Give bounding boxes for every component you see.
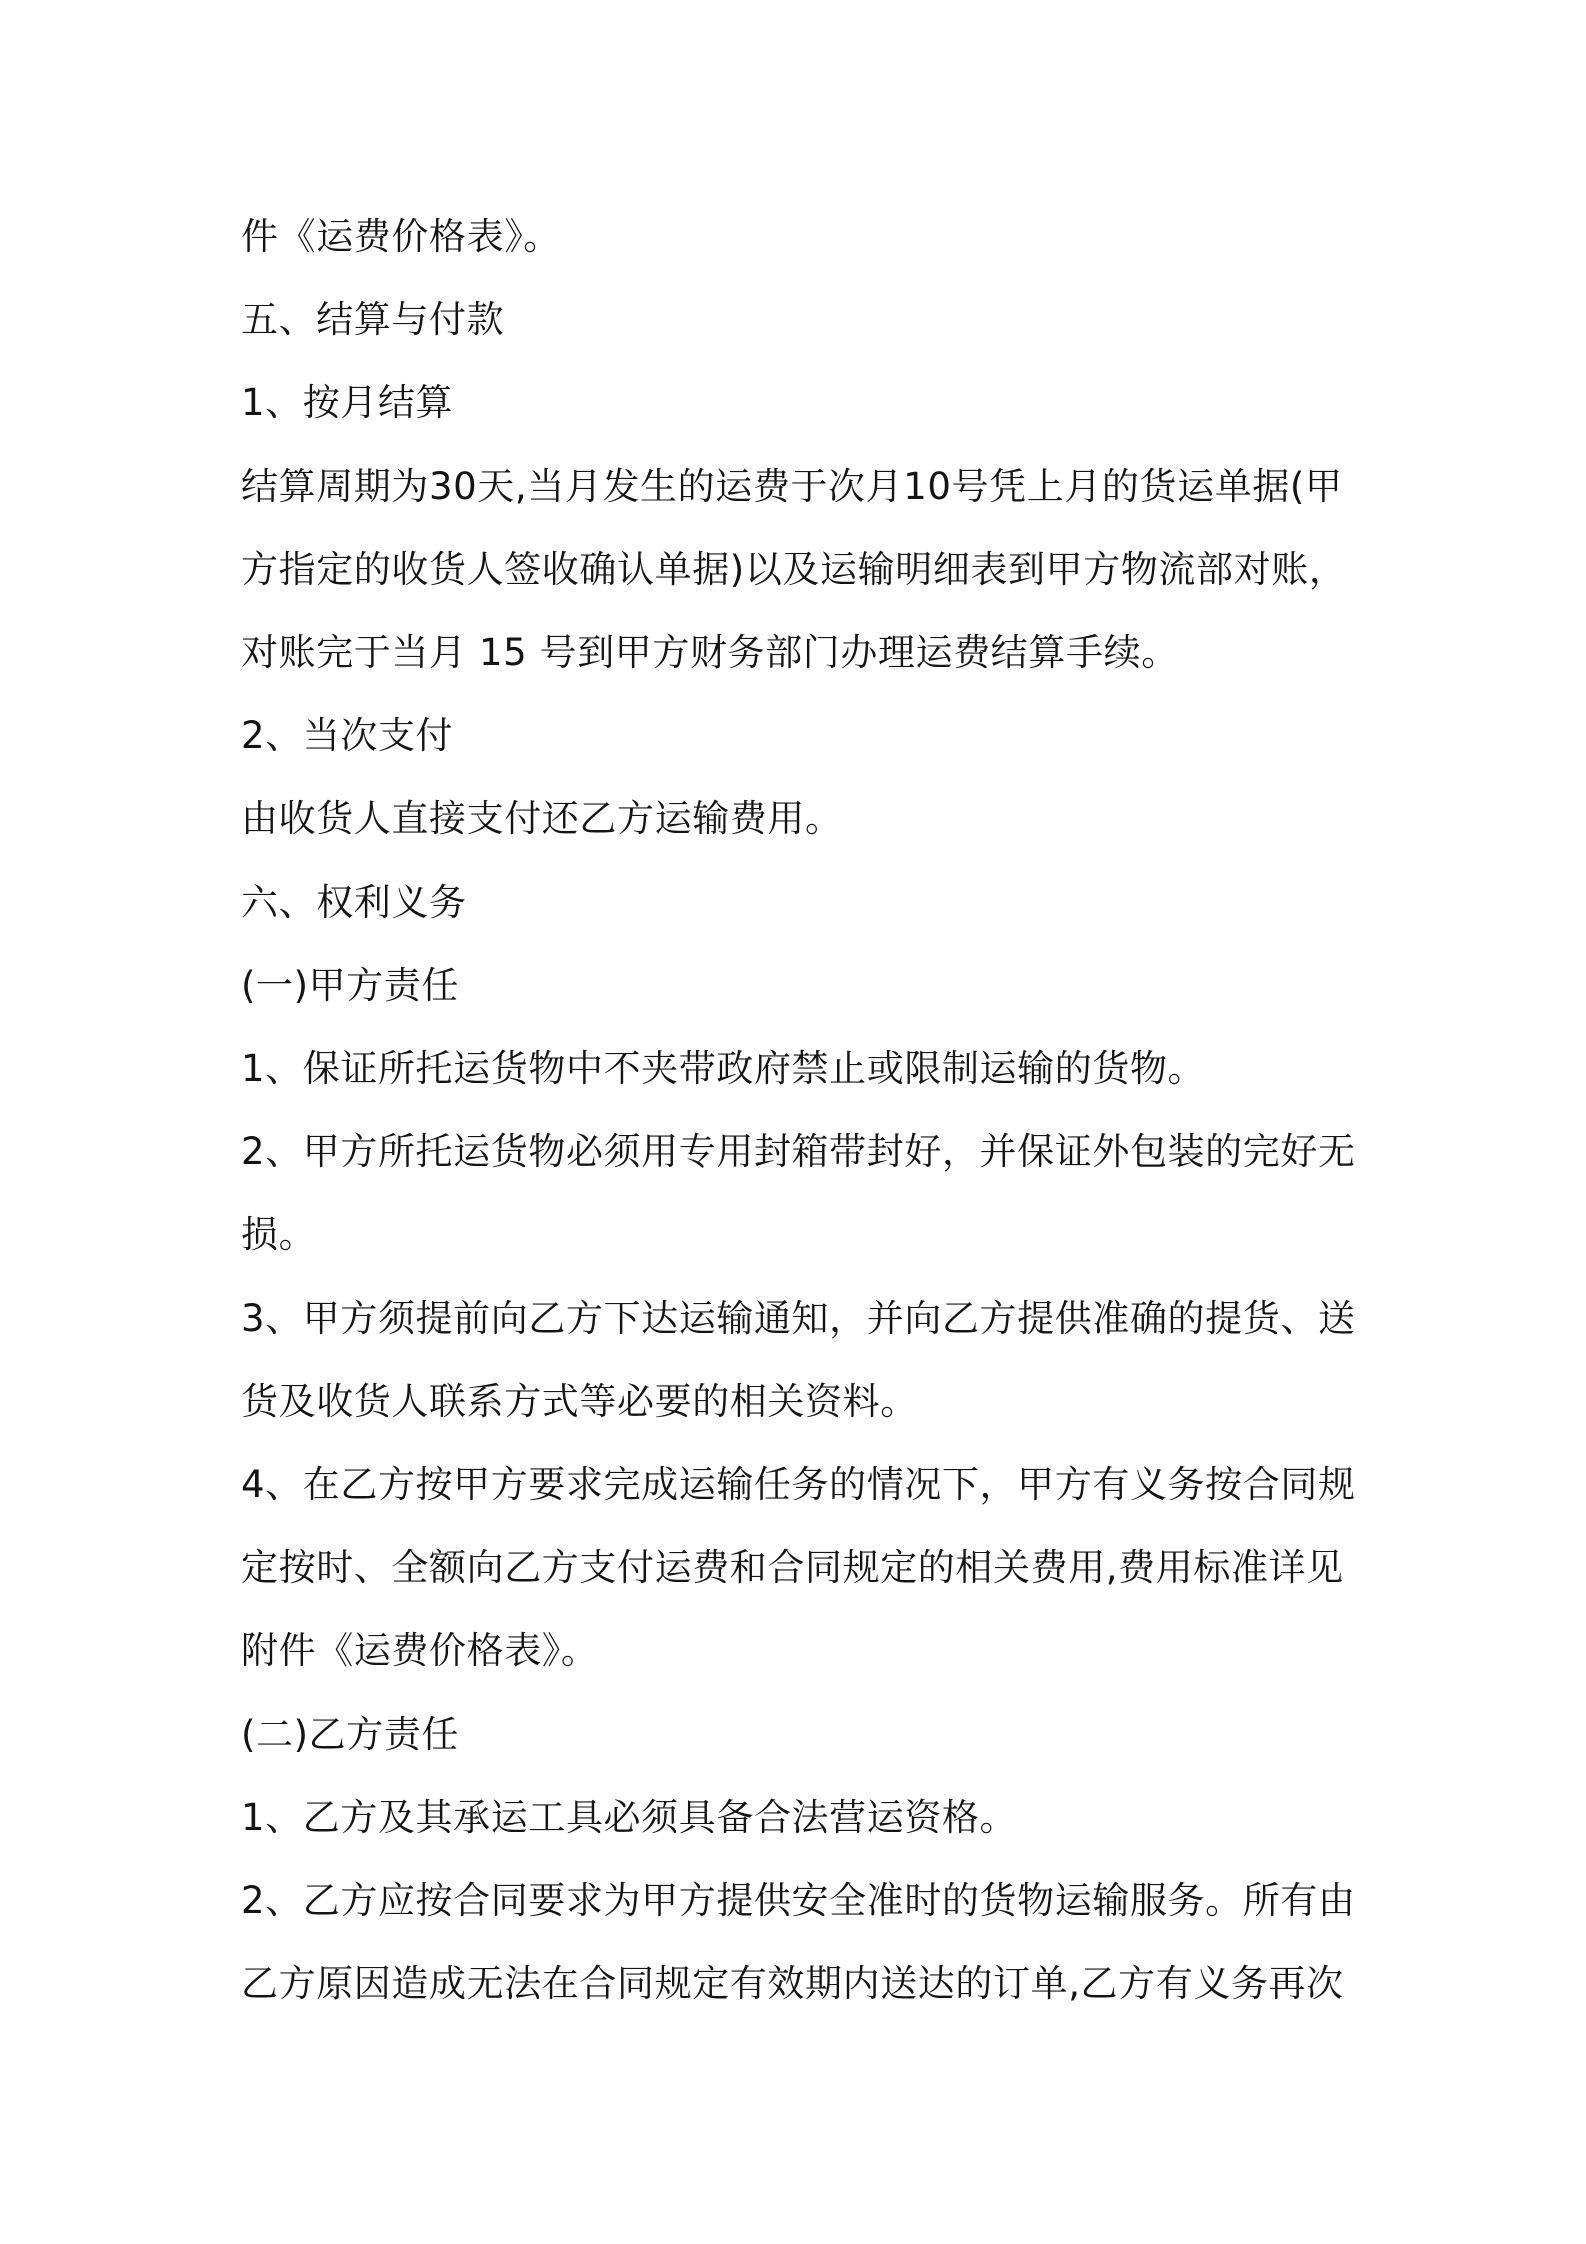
text-line: 1、保证所托运货物中不夹带政府禁止或限制运输的货物。 <box>241 1047 1206 1091</box>
subsection-heading: (二)乙方责任 <box>241 1712 460 1756</box>
text-line: 1、乙方及其承运工具必须具备合法营运资格。 <box>241 1795 1018 1839</box>
subsection-heading: (一)甲方责任 <box>241 963 460 1007</box>
text-line: 对账完于当月 15 号到甲方财务部门办理运费结算手续。 <box>241 631 1179 675</box>
text-line: 方指定的收货人签收确认单据)以及运输明细表到甲方物流部对账， <box>241 547 1347 591</box>
text-line: 损。 <box>241 1213 317 1257</box>
text-line: 结算周期为30天,当月发生的运费于次月10号凭上月的货运单据(甲 <box>241 464 1343 508</box>
text-line: 件《运费价格表》。 <box>241 215 561 258</box>
text-line: 定按时、全额向乙方支付运费和合同规定的相关费用,费用标准详见 <box>241 1546 1344 1590</box>
text-line: 2、乙方应按合同要求为甲方提供安全准时的货物运输服务。所有由 <box>241 1879 1356 1923</box>
text-line: 乙方原因造成无法在合同规定有效期内送达的订单,乙方有义务再次 <box>241 1962 1344 2006</box>
document-body <box>241 195 1356 2025</box>
text-line: 货及收货人联系方式等必要的相关资料。 <box>241 1379 918 1423</box>
subsection-heading: 1、按月结算 <box>241 381 454 425</box>
text-line: 由收货人直接支付还乙方运输费用。 <box>241 797 843 841</box>
text-line: 4、在乙方按甲方要求完成运输任务的情况下，甲方有义务按合同规 <box>241 1463 1356 1507</box>
text-line: 附件《运费价格表》。 <box>241 1629 599 1673</box>
subsection-heading: 2、当次支付 <box>241 714 454 758</box>
text-line: 3、甲方须提前向乙方下达运输通知，并向乙方提供准确的提货、送 <box>241 1296 1356 1340</box>
section-heading: 五、结算与付款 <box>241 298 505 342</box>
text-line: 2、甲方所托运货物必须用专用封箱带封好，并保证外包装的完好无 <box>241 1130 1356 1174</box>
section-heading: 六、权利义务 <box>241 880 467 924</box>
